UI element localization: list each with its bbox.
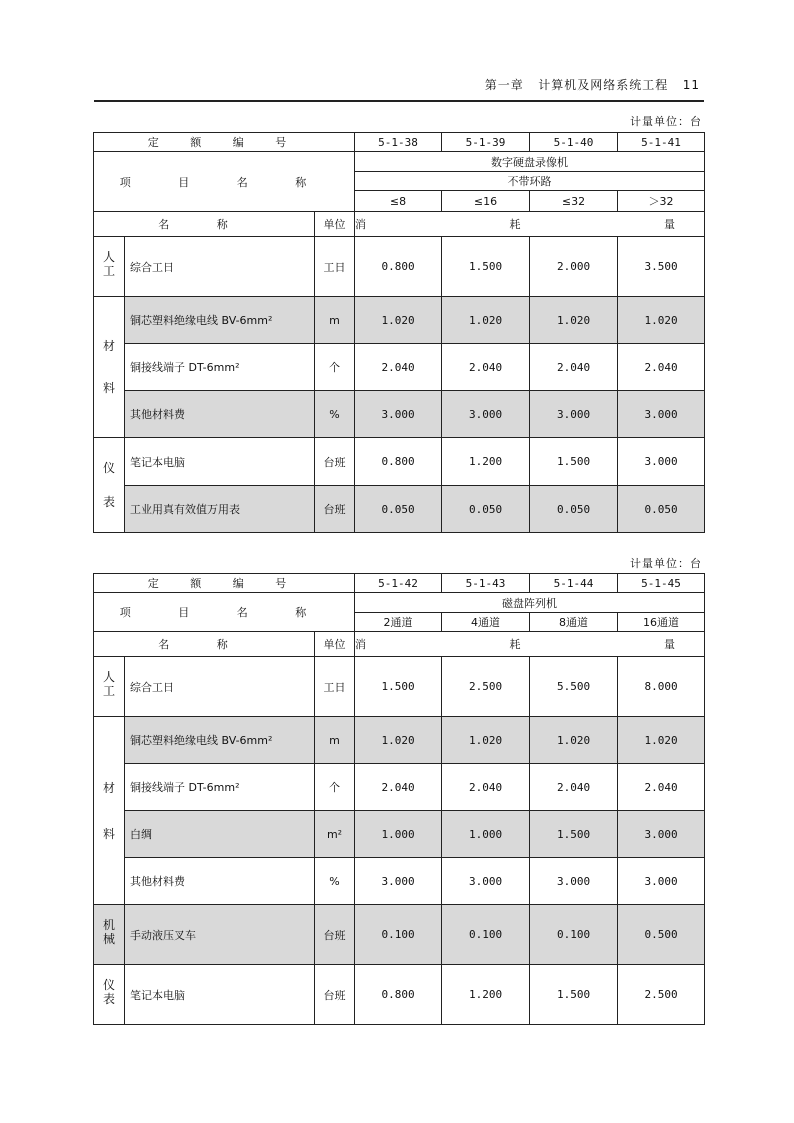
row-value: 0.050 — [618, 486, 705, 533]
page-number: 11 — [682, 78, 700, 92]
quota-code-label: 定 额 编 号 — [94, 133, 355, 152]
param-cell: ≤16 — [442, 191, 530, 212]
row-value: 0.800 — [355, 965, 442, 1025]
row-value: 3.000 — [618, 391, 705, 438]
table-row — [94, 486, 705, 533]
row-value: 1.020 — [355, 297, 442, 344]
chapter-title: 计算机及网络系统工程 — [538, 78, 669, 92]
code-cell: 5-1-40 — [530, 133, 618, 152]
row-value: 1.500 — [530, 438, 618, 486]
table-row — [94, 965, 705, 1025]
code-cell: 5-1-41 — [618, 133, 705, 152]
row-unit: 工日 — [315, 657, 355, 717]
row-name: 铜接线端子 DT-6mm² — [125, 764, 315, 811]
category-labor: 人工 — [94, 237, 125, 297]
table-row — [94, 344, 705, 391]
item-title: 磁盘阵列机 — [355, 593, 705, 613]
item-title: 数字硬盘录像机 — [355, 152, 705, 172]
row-value: 2.040 — [618, 764, 705, 811]
row-unit: 台班 — [315, 438, 355, 486]
row-value: 2.040 — [442, 344, 530, 391]
row-name: 笔记本电脑 — [125, 965, 315, 1025]
row-value: 1.000 — [355, 811, 442, 858]
code-cell: 5-1-45 — [618, 574, 705, 593]
row-value: 1.500 — [530, 965, 618, 1025]
row-value: 2.040 — [355, 344, 442, 391]
row-value: 3.000 — [355, 858, 442, 905]
row-value: 3.000 — [618, 858, 705, 905]
param-cell: ≤8 — [355, 191, 442, 212]
param-cell: 2通道 — [355, 613, 442, 632]
chapter-label: 第一章 — [484, 78, 524, 92]
quota-table-2 — [93, 573, 746, 1025]
row-value: 1.020 — [530, 297, 618, 344]
code-cell: 5-1-38 — [355, 133, 442, 152]
row-value: 1.020 — [618, 297, 705, 344]
row-unit: 工日 — [315, 237, 355, 297]
row-value: 0.500 — [618, 905, 705, 965]
row-name: 铜芯塑料绝缘电线 BV-6mm² — [125, 717, 315, 764]
row-unit: m — [315, 717, 355, 764]
category-material: 材料 — [94, 717, 125, 905]
row-unit: % — [315, 858, 355, 905]
row-value: 1.020 — [442, 297, 530, 344]
quota-table-1 — [93, 132, 746, 533]
row-value: 0.050 — [442, 486, 530, 533]
category-material: 材料 — [94, 297, 125, 438]
measure-unit-2: 计量单位：台 — [630, 557, 702, 570]
row-unit: 个 — [315, 344, 355, 391]
measure-unit-1: 计量单位：台 — [630, 115, 702, 128]
row-name: 笔记本电脑 — [125, 438, 315, 486]
table-row — [94, 905, 705, 965]
row-value: 2.040 — [530, 764, 618, 811]
row-name: 其他材料费 — [125, 391, 315, 438]
row-value: 1.500 — [355, 657, 442, 717]
item-name-label: 项 目 名 称 — [94, 593, 355, 632]
row-value: 3.000 — [530, 858, 618, 905]
row-value: 8.000 — [618, 657, 705, 717]
table-row — [94, 438, 705, 486]
category-labor: 人工 — [94, 657, 125, 717]
param-cell: 8通道 — [530, 613, 618, 632]
row-name: 铜接线端子 DT-6mm² — [125, 344, 315, 391]
quota-code-label: 定 额 编 号 — [94, 574, 355, 593]
row-value: 0.800 — [355, 237, 442, 297]
row-value: 3.000 — [618, 811, 705, 858]
row-name: 工业用真有效值万用表 — [125, 486, 315, 533]
param-cell: ≤32 — [530, 191, 618, 212]
row-value: 5.500 — [530, 657, 618, 717]
row-name: 综合工日 — [125, 657, 315, 717]
row-unit: % — [315, 391, 355, 438]
code-row — [94, 574, 705, 593]
column-header-row — [94, 632, 705, 657]
unit-header: 单位 — [315, 632, 355, 657]
table-row — [94, 657, 705, 717]
row-name: 综合工日 — [125, 237, 315, 297]
row-value: 1.020 — [530, 717, 618, 764]
consumption-header: 消 耗 量 — [355, 212, 705, 237]
row-unit: 个 — [315, 764, 355, 811]
page-header — [94, 76, 704, 102]
row-value: 1.500 — [442, 237, 530, 297]
table-row — [94, 237, 705, 297]
code-cell: 5-1-43 — [442, 574, 530, 593]
row-value: 1.200 — [442, 438, 530, 486]
category-machinery: 机械 — [94, 905, 125, 965]
row-unit: m² — [315, 811, 355, 858]
row-name: 手动液压叉车 — [125, 905, 315, 965]
row-value: 1.020 — [618, 717, 705, 764]
row-value: 2.000 — [530, 237, 618, 297]
consumption-header: 消 耗 量 — [355, 632, 705, 657]
table-row — [94, 858, 705, 905]
row-name: 铜芯塑料绝缘电线 BV-6mm² — [125, 297, 315, 344]
name-header: 名 称 — [94, 212, 315, 237]
row-value: 0.100 — [442, 905, 530, 965]
row-value: 3.000 — [618, 438, 705, 486]
row-value: 3.000 — [442, 858, 530, 905]
row-value: 3.000 — [442, 391, 530, 438]
param-cell: ＞32 — [618, 191, 705, 212]
row-unit: 台班 — [315, 905, 355, 965]
row-value: 1.000 — [442, 811, 530, 858]
param-cell: 16通道 — [618, 613, 705, 632]
row-value: 0.100 — [530, 905, 618, 965]
column-header-row — [94, 212, 705, 237]
row-name: 其他材料费 — [125, 858, 315, 905]
row-value: 1.020 — [355, 717, 442, 764]
row-value: 1.500 — [530, 811, 618, 858]
row-value: 2.500 — [618, 965, 705, 1025]
category-instrument: 仪表 — [94, 438, 125, 533]
param-cell: 4通道 — [442, 613, 530, 632]
row-value: 0.050 — [355, 486, 442, 533]
row-value: 1.020 — [442, 717, 530, 764]
row-value: 2.500 — [442, 657, 530, 717]
code-cell: 5-1-44 — [530, 574, 618, 593]
row-name: 白绸 — [125, 811, 315, 858]
table-row — [94, 764, 705, 811]
row-value: 2.040 — [530, 344, 618, 391]
table-row — [94, 391, 705, 438]
item-name-label: 项 目 名 称 — [94, 152, 355, 212]
row-unit: 台班 — [315, 486, 355, 533]
row-value: 3.500 — [618, 237, 705, 297]
row-value: 2.040 — [355, 764, 442, 811]
code-cell: 5-1-42 — [355, 574, 442, 593]
row-value: 0.050 — [530, 486, 618, 533]
row-value: 3.000 — [530, 391, 618, 438]
row-value: 0.800 — [355, 438, 442, 486]
unit-header: 单位 — [315, 212, 355, 237]
row-value: 3.000 — [355, 391, 442, 438]
row-unit: 台班 — [315, 965, 355, 1025]
row-value: 2.040 — [442, 764, 530, 811]
code-row — [94, 133, 705, 152]
header-text — [485, 76, 700, 93]
row-value: 2.040 — [618, 344, 705, 391]
row-value: 1.200 — [442, 965, 530, 1025]
table-row — [94, 297, 705, 344]
code-cell: 5-1-39 — [442, 133, 530, 152]
name-header: 名 称 — [94, 632, 315, 657]
row-unit: m — [315, 297, 355, 344]
table-row — [94, 717, 705, 764]
item-subtitle: 不带环路 — [355, 172, 705, 191]
table-row — [94, 811, 705, 858]
row-value: 0.100 — [355, 905, 442, 965]
category-instrument: 仪表 — [94, 965, 125, 1025]
